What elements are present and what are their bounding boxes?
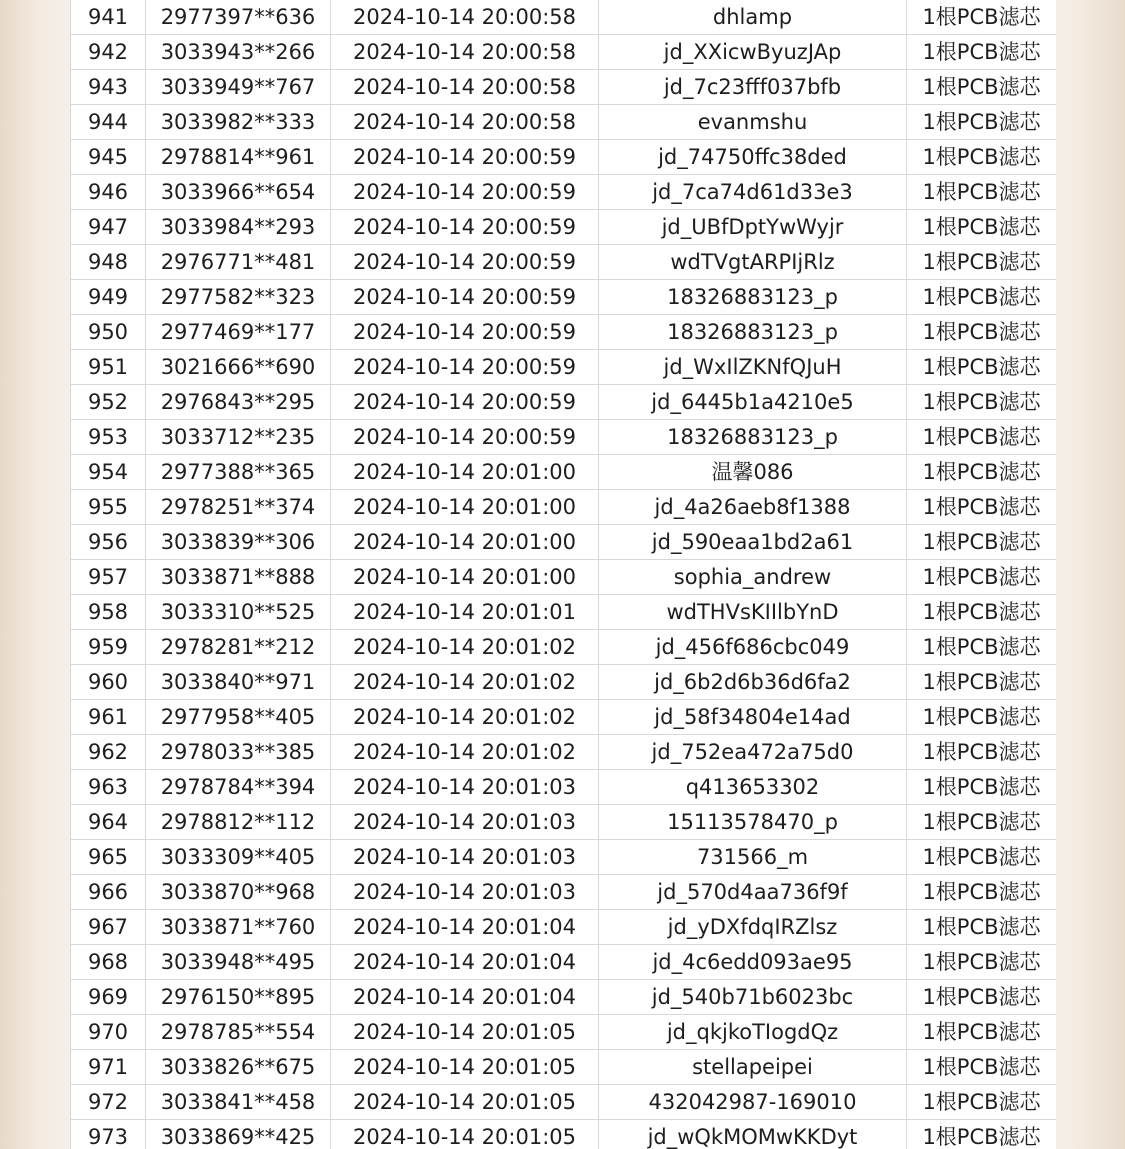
item-cell: 1根PCB滤芯 xyxy=(907,700,1057,735)
time-cell: 2024-10-14 20:01:00 xyxy=(331,525,599,560)
row-number-cell: 954 xyxy=(71,455,146,490)
table-row xyxy=(71,280,1057,315)
row-number-cell: 942 xyxy=(71,35,146,70)
time-cell: 2024-10-14 20:00:59 xyxy=(331,140,599,175)
order-id-cell: 3033871**760 xyxy=(146,910,331,945)
username-cell: jd_540b71b6023bc xyxy=(599,980,907,1015)
order-id-cell: 2977469**177 xyxy=(146,315,331,350)
row-number-cell: 972 xyxy=(71,1085,146,1120)
item-cell: 1根PCB滤芯 xyxy=(907,315,1057,350)
table-row xyxy=(71,770,1057,805)
row-number-cell: 946 xyxy=(71,175,146,210)
item-cell: 1根PCB滤芯 xyxy=(907,140,1057,175)
order-id-cell: 3033871**888 xyxy=(146,560,331,595)
item-cell: 1根PCB滤芯 xyxy=(907,210,1057,245)
order-id-cell: 2977397**636 xyxy=(146,0,331,35)
username-cell: 731566_m xyxy=(599,840,907,875)
order-id-cell: 2977958**405 xyxy=(146,700,331,735)
username-cell: jd_752ea472a75d0 xyxy=(599,735,907,770)
item-cell: 1根PCB滤芯 xyxy=(907,1120,1057,1149)
order-id-cell: 2976843**295 xyxy=(146,385,331,420)
row-number-cell: 967 xyxy=(71,910,146,945)
winner-table xyxy=(70,0,1056,1149)
item-cell: 1根PCB滤芯 xyxy=(907,280,1057,315)
order-id-cell: 2976150**895 xyxy=(146,980,331,1015)
table-row xyxy=(71,805,1057,840)
row-number-cell: 963 xyxy=(71,770,146,805)
item-cell: 1根PCB滤芯 xyxy=(907,595,1057,630)
row-number-cell: 966 xyxy=(71,875,146,910)
username-cell: q413653302 xyxy=(599,770,907,805)
username-cell: jd_4a26aeb8f1388 xyxy=(599,490,907,525)
item-cell: 1根PCB滤芯 xyxy=(907,665,1057,700)
row-number-cell: 949 xyxy=(71,280,146,315)
item-cell: 1根PCB滤芯 xyxy=(907,105,1057,140)
item-cell: 1根PCB滤芯 xyxy=(907,875,1057,910)
table-row xyxy=(71,560,1057,595)
table-row xyxy=(71,350,1057,385)
username-cell: jd_wQkMOMwKKDyt xyxy=(599,1120,907,1149)
order-id-cell: 3033982**333 xyxy=(146,105,331,140)
order-id-cell: 3033840**971 xyxy=(146,665,331,700)
table-row xyxy=(71,1120,1057,1149)
table-row xyxy=(71,455,1057,490)
username-cell: wdTVgtARPIjRlz xyxy=(599,245,907,280)
table-row xyxy=(71,1050,1057,1085)
row-number-cell: 960 xyxy=(71,665,146,700)
table-row xyxy=(71,140,1057,175)
row-number-cell: 945 xyxy=(71,140,146,175)
order-id-cell: 3033712**235 xyxy=(146,420,331,455)
time-cell: 2024-10-14 20:00:59 xyxy=(331,420,599,455)
table-row xyxy=(71,630,1057,665)
order-id-cell: 2978251**374 xyxy=(146,490,331,525)
time-cell: 2024-10-14 20:01:04 xyxy=(331,910,599,945)
username-cell: 15113578470_p xyxy=(599,805,907,840)
time-cell: 2024-10-14 20:00:59 xyxy=(331,210,599,245)
row-number-cell: 944 xyxy=(71,105,146,140)
row-number-cell: 958 xyxy=(71,595,146,630)
item-cell: 1根PCB滤芯 xyxy=(907,840,1057,875)
row-number-cell: 965 xyxy=(71,840,146,875)
username-cell: 18326883123_p xyxy=(599,315,907,350)
time-cell: 2024-10-14 20:00:59 xyxy=(331,315,599,350)
time-cell: 2024-10-14 20:01:00 xyxy=(331,455,599,490)
time-cell: 2024-10-14 20:00:58 xyxy=(331,0,599,35)
time-cell: 2024-10-14 20:01:03 xyxy=(331,770,599,805)
time-cell: 2024-10-14 20:00:59 xyxy=(331,385,599,420)
order-id-cell: 2978785**554 xyxy=(146,1015,331,1050)
order-id-cell: 3033826**675 xyxy=(146,1050,331,1085)
time-cell: 2024-10-14 20:00:58 xyxy=(331,70,599,105)
order-id-cell: 2978784**394 xyxy=(146,770,331,805)
row-number-cell: 956 xyxy=(71,525,146,560)
item-cell: 1根PCB滤芯 xyxy=(907,1050,1057,1085)
table-row xyxy=(71,1015,1057,1050)
row-number-cell: 959 xyxy=(71,630,146,665)
row-number-cell: 969 xyxy=(71,980,146,1015)
order-id-cell: 2978814**961 xyxy=(146,140,331,175)
item-cell: 1根PCB滤芯 xyxy=(907,945,1057,980)
time-cell: 2024-10-14 20:01:02 xyxy=(331,700,599,735)
order-id-cell: 2977582**323 xyxy=(146,280,331,315)
table-row xyxy=(71,525,1057,560)
time-cell: 2024-10-14 20:01:00 xyxy=(331,490,599,525)
time-cell: 2024-10-14 20:01:02 xyxy=(331,735,599,770)
username-cell: jd_7ca74d61d33e3 xyxy=(599,175,907,210)
table-row xyxy=(71,980,1057,1015)
item-cell: 1根PCB滤芯 xyxy=(907,455,1057,490)
row-number-cell: 948 xyxy=(71,245,146,280)
time-cell: 2024-10-14 20:00:59 xyxy=(331,175,599,210)
table-row xyxy=(71,595,1057,630)
order-id-cell: 2976771**481 xyxy=(146,245,331,280)
table-row xyxy=(71,315,1057,350)
row-number-cell: 968 xyxy=(71,945,146,980)
time-cell: 2024-10-14 20:01:02 xyxy=(331,630,599,665)
order-id-cell: 3021666**690 xyxy=(146,350,331,385)
item-cell: 1根PCB滤芯 xyxy=(907,525,1057,560)
item-cell: 1根PCB滤芯 xyxy=(907,0,1057,35)
item-cell: 1根PCB滤芯 xyxy=(907,1085,1057,1120)
row-number-cell: 952 xyxy=(71,385,146,420)
row-number-cell: 955 xyxy=(71,490,146,525)
table-row xyxy=(71,1085,1057,1120)
item-cell: 1根PCB滤芯 xyxy=(907,910,1057,945)
row-number-cell: 962 xyxy=(71,735,146,770)
row-number-cell: 973 xyxy=(71,1120,146,1149)
username-cell: jd_yDXfdqIRZlsz xyxy=(599,910,907,945)
username-cell: sophia_andrew xyxy=(599,560,907,595)
table-row xyxy=(71,700,1057,735)
time-cell: 2024-10-14 20:01:03 xyxy=(331,840,599,875)
table-row xyxy=(71,665,1057,700)
username-cell: wdTHVsKIIlbYnD xyxy=(599,595,907,630)
table-row xyxy=(71,735,1057,770)
row-number-cell: 950 xyxy=(71,315,146,350)
order-id-cell: 2978033**385 xyxy=(146,735,331,770)
username-cell: jd_XXicwByuzJAp xyxy=(599,35,907,70)
time-cell: 2024-10-14 20:00:59 xyxy=(331,280,599,315)
username-cell: jd_4c6edd093ae95 xyxy=(599,945,907,980)
order-id-cell: 2977388**365 xyxy=(146,455,331,490)
time-cell: 2024-10-14 20:01:05 xyxy=(331,1120,599,1149)
username-cell: 18326883123_p xyxy=(599,420,907,455)
row-number-cell: 943 xyxy=(71,70,146,105)
item-cell: 1根PCB滤芯 xyxy=(907,35,1057,70)
row-number-cell: 951 xyxy=(71,350,146,385)
username-cell: jd_WxIlZKNfQJuH xyxy=(599,350,907,385)
order-id-cell: 3033869**425 xyxy=(146,1120,331,1149)
time-cell: 2024-10-14 20:01:04 xyxy=(331,980,599,1015)
row-number-cell: 971 xyxy=(71,1050,146,1085)
time-cell: 2024-10-14 20:01:05 xyxy=(331,1050,599,1085)
row-number-cell: 947 xyxy=(71,210,146,245)
winner-list-sheet xyxy=(70,0,1056,1149)
order-id-cell: 3033966**654 xyxy=(146,175,331,210)
item-cell: 1根PCB滤芯 xyxy=(907,630,1057,665)
username-cell: jd_6445b1a4210e5 xyxy=(599,385,907,420)
table-row xyxy=(71,210,1057,245)
username-cell: evanmshu xyxy=(599,105,907,140)
table-row xyxy=(71,175,1057,210)
username-cell: jd_456f686cbc049 xyxy=(599,630,907,665)
row-number-cell: 970 xyxy=(71,1015,146,1050)
username-cell: jd_74750ffc38ded xyxy=(599,140,907,175)
username-cell: jd_570d4aa736f9f xyxy=(599,875,907,910)
time-cell: 2024-10-14 20:01:05 xyxy=(331,1085,599,1120)
item-cell: 1根PCB滤芯 xyxy=(907,735,1057,770)
item-cell: 1根PCB滤芯 xyxy=(907,1015,1057,1050)
username-cell: 温馨086 xyxy=(599,455,907,490)
time-cell: 2024-10-14 20:01:01 xyxy=(331,595,599,630)
row-number-cell: 961 xyxy=(71,700,146,735)
table-row xyxy=(71,70,1057,105)
username-cell: dhlamp xyxy=(599,0,907,35)
time-cell: 2024-10-14 20:01:05 xyxy=(331,1015,599,1050)
table-row xyxy=(71,35,1057,70)
username-cell: jd_590eaa1bd2a61 xyxy=(599,525,907,560)
table-row xyxy=(71,420,1057,455)
order-id-cell: 3033310**525 xyxy=(146,595,331,630)
item-cell: 1根PCB滤芯 xyxy=(907,245,1057,280)
username-cell: 18326883123_p xyxy=(599,280,907,315)
item-cell: 1根PCB滤芯 xyxy=(907,805,1057,840)
item-cell: 1根PCB滤芯 xyxy=(907,70,1057,105)
table-row xyxy=(71,105,1057,140)
item-cell: 1根PCB滤芯 xyxy=(907,175,1057,210)
order-id-cell: 3033841**458 xyxy=(146,1085,331,1120)
username-cell: jd_58f34804e14ad xyxy=(599,700,907,735)
username-cell: jd_qkjkoTIogdQz xyxy=(599,1015,907,1050)
order-id-cell: 2978812**112 xyxy=(146,805,331,840)
username-cell: jd_7c23fff037bfb xyxy=(599,70,907,105)
table-row xyxy=(71,840,1057,875)
item-cell: 1根PCB滤芯 xyxy=(907,350,1057,385)
time-cell: 2024-10-14 20:00:58 xyxy=(331,105,599,140)
time-cell: 2024-10-14 20:00:58 xyxy=(331,35,599,70)
order-id-cell: 3033984**293 xyxy=(146,210,331,245)
time-cell: 2024-10-14 20:01:00 xyxy=(331,560,599,595)
time-cell: 2024-10-14 20:01:02 xyxy=(331,665,599,700)
item-cell: 1根PCB滤芯 xyxy=(907,980,1057,1015)
item-cell: 1根PCB滤芯 xyxy=(907,490,1057,525)
order-id-cell: 3033309**405 xyxy=(146,840,331,875)
row-number-cell: 964 xyxy=(71,805,146,840)
table-row xyxy=(71,910,1057,945)
table-row xyxy=(71,875,1057,910)
table-row xyxy=(71,490,1057,525)
username-cell: stellapeipei xyxy=(599,1050,907,1085)
item-cell: 1根PCB滤芯 xyxy=(907,385,1057,420)
table-row xyxy=(71,385,1057,420)
order-id-cell: 3033839**306 xyxy=(146,525,331,560)
order-id-cell: 3033943**266 xyxy=(146,35,331,70)
row-number-cell: 941 xyxy=(71,0,146,35)
item-cell: 1根PCB滤芯 xyxy=(907,560,1057,595)
username-cell: jd_UBfDptYwWyjr xyxy=(599,210,907,245)
username-cell: jd_6b2d6b36d6fa2 xyxy=(599,665,907,700)
order-id-cell: 2978281**212 xyxy=(146,630,331,665)
time-cell: 2024-10-14 20:01:04 xyxy=(331,945,599,980)
time-cell: 2024-10-14 20:01:03 xyxy=(331,805,599,840)
order-id-cell: 3033870**968 xyxy=(146,875,331,910)
order-id-cell: 3033948**495 xyxy=(146,945,331,980)
table-row xyxy=(71,945,1057,980)
username-cell: 432042987-169010 xyxy=(599,1085,907,1120)
table-row xyxy=(71,245,1057,280)
order-id-cell: 3033949**767 xyxy=(146,70,331,105)
item-cell: 1根PCB滤芯 xyxy=(907,770,1057,805)
row-number-cell: 957 xyxy=(71,560,146,595)
time-cell: 2024-10-14 20:00:59 xyxy=(331,245,599,280)
time-cell: 2024-10-14 20:00:59 xyxy=(331,350,599,385)
winner-table-body xyxy=(71,0,1057,1149)
row-number-cell: 953 xyxy=(71,420,146,455)
item-cell: 1根PCB滤芯 xyxy=(907,420,1057,455)
time-cell: 2024-10-14 20:01:03 xyxy=(331,875,599,910)
table-row xyxy=(71,0,1057,35)
